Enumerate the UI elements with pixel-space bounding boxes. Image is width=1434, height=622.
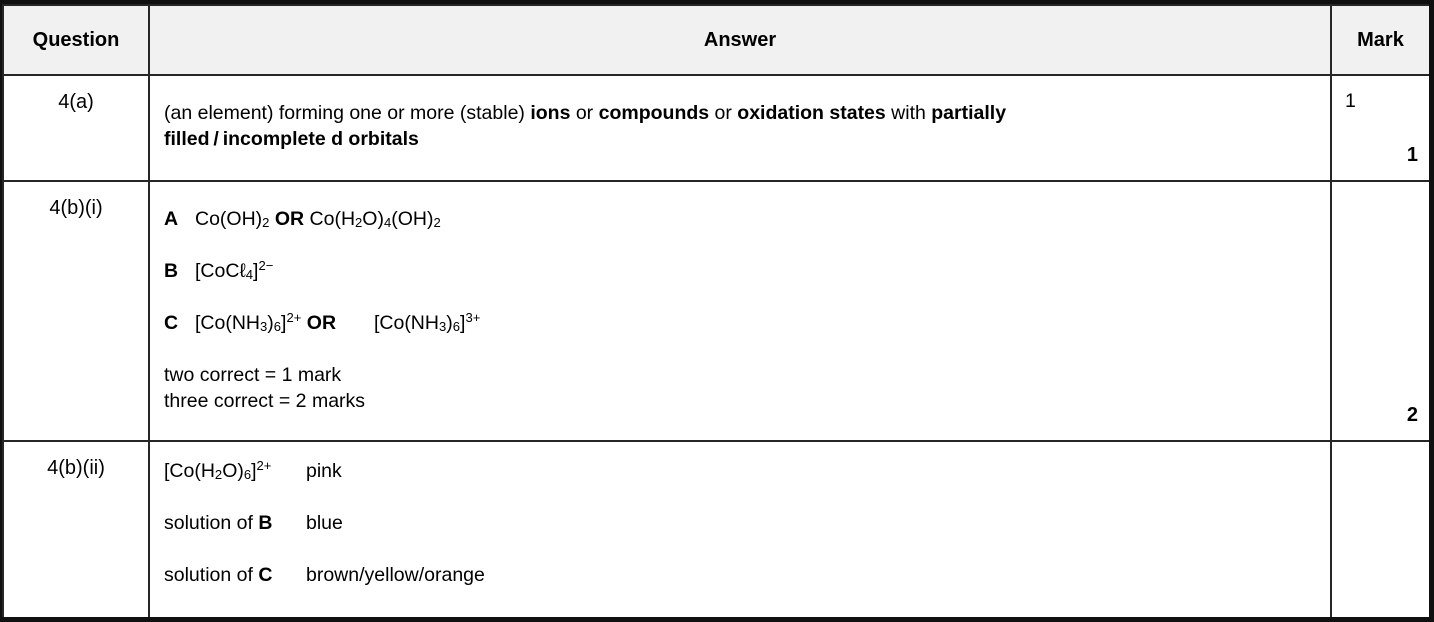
answer-paragraph [164,510,1316,536]
header-mark: Mark [1331,5,1430,75]
text-segment: Co(H [304,208,356,230]
question-cell: 4(b)(i) [3,181,149,441]
table-body [3,75,1430,622]
answer-line [164,388,1316,414]
answer-paragraph [164,362,1316,414]
text-segment: compounds [598,102,710,124]
text-segment: pink [306,460,342,482]
answer-paragraph [164,562,1316,588]
text-segment: Co(OH) [195,208,263,230]
text-segment: ions [530,102,571,124]
text-segment: OR [306,312,337,334]
text-segment: OR [274,208,305,230]
text-segment: O) [222,460,244,482]
text-segment: A [164,208,179,230]
answer-line [164,258,1316,284]
text-segment: ] [281,312,287,334]
text-segment: three correct = 2 marks [164,390,366,412]
text-segment: C [258,564,273,586]
answer-line [164,126,1316,152]
text-segment: 2+ [256,457,272,473]
text-segment: 6 [273,319,282,335]
text-segment: 3+ [465,309,481,325]
table-row [3,441,1430,622]
text-segment [336,312,374,334]
answer-line-column [164,562,306,588]
answer-line-column [306,510,343,536]
text-segment: [Co(H [164,460,215,482]
answer-line [164,100,1316,126]
mark-total-value: 1 [1406,144,1418,166]
text-segment: or [570,102,599,124]
answer-cell [149,441,1331,622]
table-header-row [3,5,1430,75]
text-segment: ) [267,312,274,334]
question-cell: 4(b)(ii) [3,441,149,622]
text-segment: 3 [260,319,268,335]
text-segment: two correct = 1 mark [164,364,342,386]
question-cell: 4(a) [3,75,149,181]
text-segment: (OH) [391,208,434,230]
text-segment: [Co(NH [195,312,261,334]
table-row [3,75,1430,181]
answer-paragraph [164,258,1316,284]
text-segment: O) [362,208,384,230]
answer-line-column [306,458,342,484]
header-answer: Answer [149,5,1331,75]
answer-line-column [164,510,306,536]
text-segment: 3 [438,319,447,335]
text-segment: oxidation states [737,102,886,124]
answer-line [164,458,1316,484]
text-segment: B [164,260,179,282]
mark-cell [1331,441,1430,622]
text-segment: 2 [355,215,363,231]
text-segment: 6 [452,319,461,335]
answer-paragraph [164,310,1316,336]
text-segment: B [258,512,273,534]
text-segment: 2 [214,467,223,483]
text-segment: 4 [245,267,254,283]
text-segment: ] [251,460,257,482]
table-row [3,181,1430,441]
text-segment: [CoC [195,260,240,282]
mark-cell [1331,75,1430,181]
text-segment: 6 [243,467,252,483]
text-segment: 2+ [286,309,302,325]
answer-line [164,206,1316,232]
answer-paragraph [164,206,1316,232]
text-segment: 2 [433,215,441,231]
text-segment: ℓ [239,260,246,282]
text-segment: brown/yellow/orange [306,564,485,586]
text-segment: 2− [258,257,274,273]
answer-line-column [306,562,485,588]
answer-line-column [164,458,306,484]
text-segment: solution of [164,564,259,586]
text-segment: partially [931,102,1007,124]
mark-scheme-table [2,4,1431,622]
mark-cell [1331,181,1430,441]
answer-line [164,362,1316,388]
text-segment: C [164,312,179,334]
text-segment: [Co(NH [373,312,439,334]
text-segment: ) [446,312,453,334]
answer-cell [149,75,1331,181]
text-segment: 4 [383,215,392,231]
answer-cell [149,181,1331,441]
text-segment: or [709,102,738,124]
mark-total-value: 2 [1406,404,1418,426]
text-segment: ] [253,260,259,282]
text-segment: ] [460,312,466,334]
answer-line [164,510,1316,536]
header-question: Question [3,5,149,75]
text-segment: filled / incomplete d orbitals [164,128,419,150]
answer-paragraph [164,100,1316,152]
text-segment: solution of [164,512,259,534]
answer-line [164,310,1316,336]
answer-line [164,562,1316,588]
mark-point-value: 1 [1345,90,1356,112]
text-segment: (an element) forming one or more (stable) [164,102,531,124]
text-segment: 2 [262,215,270,231]
text-segment: blue [306,512,343,534]
answer-paragraph [164,458,1316,484]
text-segment: with [885,102,932,124]
